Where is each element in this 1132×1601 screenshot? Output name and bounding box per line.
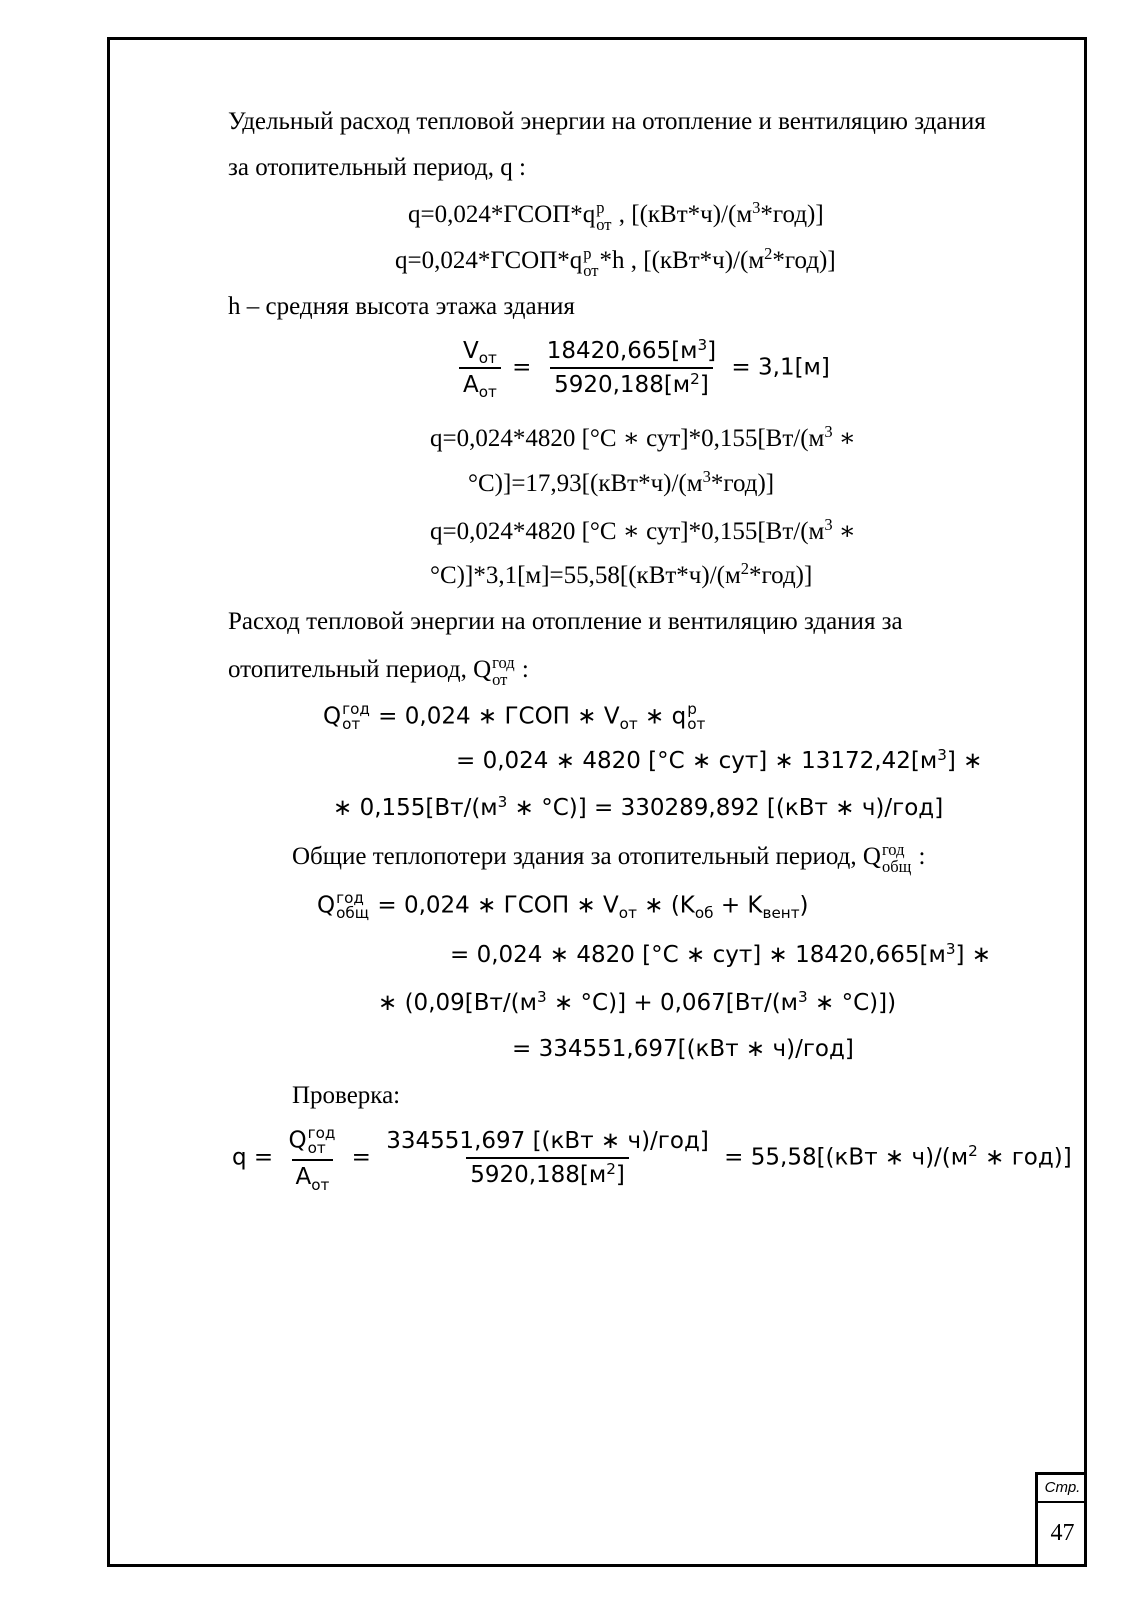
calc-q-area-line-1: q=0,024*4820 [°С ∗ $сут]*0,155[Вт/(м^3$ ∗ [430,514,856,545]
calc-q-volume-line-1: q=0,024*4820 [°С ∗ $сут]*0,155[Вт/(м^3$ ∗ [430,421,856,452]
section-annual-consumption-line-2: отопительный период, Q год от : [228,653,529,689]
qobsh-formula-line-4: = 334551,697[(кВт ∗ ч)/год] [512,1036,854,1062]
fraction-q-over-a: Q год от $A_{от}$ [288,1124,336,1194]
fraction-volume-over-area: $\frac{18420,665[м^3]}{5920,188[м^2]}$ [546,335,717,398]
check-label: Проверка: [292,1082,401,1109]
check-equation: q = Q год от $A_{от}$ = $\frac{\text{334551,697 [(кВт ∗ ч)/год]}}{5920,188[м^2]}$ = 55,58[(кВт ∗ $ч)/(м^2$ ∗ год)] [232,1124,1072,1194]
qot-formula-line-1: Q год от = 0,024 ∗ ГСОП ∗ $V_{от}$ ∗ q р от [323,700,706,734]
height-description: h – средняя высота этажа здания [228,293,575,320]
fraction-energy-over-area: $\frac{\text{334551,697 [(кВт ∗ ч)/год]}}{5920,188[м^2]}$ [386,1128,709,1189]
qot-formula-line-3: ∗ $0,155[Вт/(м^3$ ∗ °С)] = 330289,892 [(кВт ∗ ч)/год] [333,792,944,821]
formula-q-volume: q=0,024*ГСОП*q р от , $[(кВт*ч)/(м^3*год)]$ [408,198,824,234]
intro-line-2: за отопительный период, q : [228,154,526,181]
qobsh-formula-line-3: ∗ ($0,09[Вт/(м^3$ ∗ $^\circ С)] + 0,067[Вт/(м^3$ ∗ °С)]) [378,987,897,1016]
formula-q-area: q=0,024*ГСОП*q р от *h , $[(кВт*ч)/(м^2*год)]$ [395,244,836,280]
qot-formula-line-2: = 0,024 ∗ 4820 [°С ∗ сут] ∗ $13172,42[м^3]$ ∗ [456,745,983,774]
section-total-losses: Общие теплопотери здания за отопительный период, Q год общ : [292,840,926,876]
qobsh-formula-line-1: Q год общ = 0,024 ∗ ГСОП ∗ $V_{от}$ ∗ $(K_{об} + K_{вент})$ [317,889,809,923]
calc-q-area-line-2: $^\circ С)]*3,1[м]=55,58[(кВт*ч)/(м^2*год)]$ [430,558,813,589]
fraction-v-over-a: $\frac{V_{от}}{A_{от}}$ [459,338,501,398]
section-annual-consumption-line-1: Расход тепловой энергии на отопление и вентиляцию здания за [228,608,903,635]
height-equation: $\frac{V_{от}}{A_{от}}$ = $\frac{18420,665[м^3]}{5920,188[м^2]}$ = 3,1[м] [455,338,830,398]
qobsh-formula-line-2: = 0,024 ∗ 4820 [°С ∗ сут] ∗ $18420,665[м^3]$ ∗ [450,939,992,968]
page-label: Стр. [1038,1475,1087,1503]
page-number-stamp [1035,1472,1087,1567]
calc-q-volume-line-2: $^\circ С)]=17,93[(кВт*ч)/(м^3*год)]$ [468,466,775,497]
intro-line-1: Удельный расход тепловой энергии на отопление и вентиляцию здания [228,108,986,135]
page-number: 47 [1050,1520,1075,1546]
